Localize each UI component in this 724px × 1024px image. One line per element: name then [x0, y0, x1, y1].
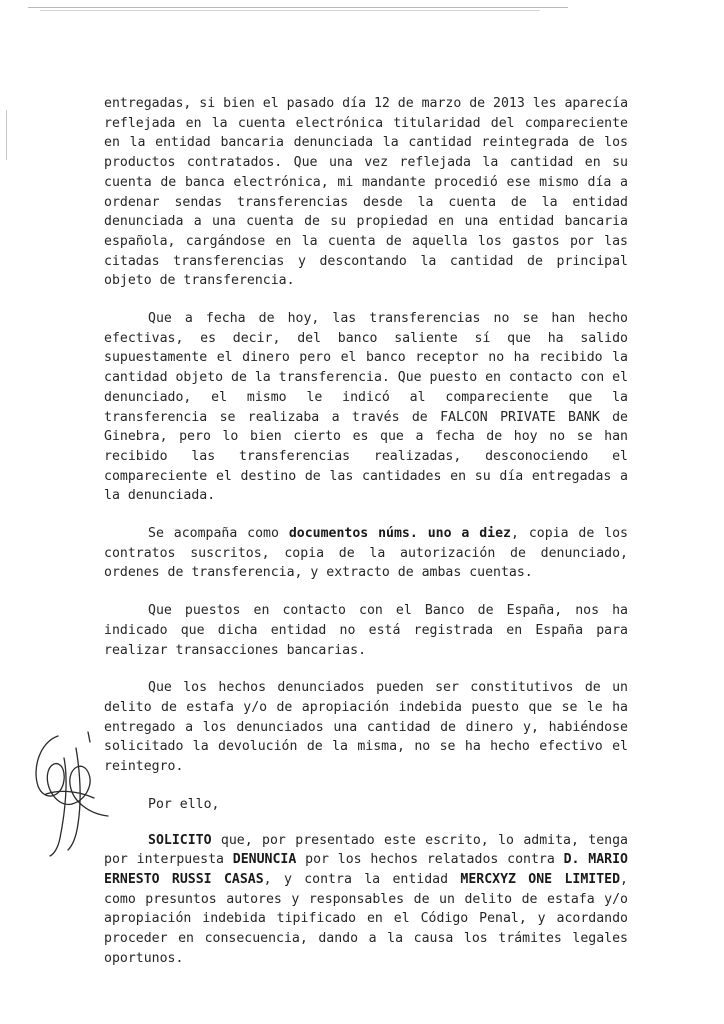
text-run: Por ello,	[148, 796, 220, 812]
paragraph-offense-description	[104, 678, 628, 777]
paragraph-attached-documents	[104, 524, 628, 583]
text-run: , como presuntos autores y responsables de un delito de estafa y/o apropiación indebida tipificado en el Código Penal, y acordando proceder en consecuencia, dando a la causa los trámites legales oportunos.	[104, 871, 628, 966]
text-run: Que los hechos denunciados pueden ser constitutivos de un delito de estafa y/o de apropiación indebida puesto que se le ha entregado a los denunciados una cantidad de dinero y, habiéndose solicitado la devolución de la misma, no se ha hecho efectivo el reintegro.	[104, 680, 628, 775]
text-run: por los hechos relatados contra	[296, 852, 564, 868]
bold-text-run: SOLICITO	[148, 832, 212, 848]
text-run: entregadas, si bien el pasado día 12 de marzo de 2013 les aparecía reflejada en la cuenta electrónica titularidad del compareciente en la entidad bancaria denunciada la cantidad reintegrada de los productos contratados. Que una vez reflejada la cantidad en su cuenta de banca electrónica, mi mandante procedió ese mismo día a ordenar sendas transferencias desde la cuenta de la entidad denunciada a una cuenta de su propiedad en una entidad bancaria española, cargándose en la cuenta de aquella los gastos por las citadas transferencias y descontando la cantidad de principal objeto de transferencia.	[104, 96, 629, 289]
bold-text-run: MERCXYZ ONE LIMITED	[460, 871, 621, 887]
left-edge-scan-mark	[6, 110, 8, 160]
document-body	[104, 94, 628, 968]
paragraph-transfers-status	[104, 309, 628, 506]
paragraph-por-ello	[104, 795, 628, 815]
paragraph-continuation	[104, 94, 628, 291]
paragraph-banco-de-espana	[104, 601, 628, 660]
text-run: Que puestos en contacto con el Banco de España, nos ha indicado que dicha entidad no está registrada en España para realizar transacciones bancarias.	[104, 603, 628, 658]
text-run: Se acompaña como	[148, 526, 289, 542]
text-run: , y contra la entidad	[263, 871, 461, 887]
paragraph-solicito	[104, 831, 628, 969]
text-run: Que a fecha de hoy, las transferencias no se han hecho efectivas, es decir, del banco saliente sí que ha salido supuestamente el dinero pero el banco receptor no ha recibido la cantidad objeto de la transferencia. Que puesto en contacto con el denunciado, el mismo le indicó al compareciente que la transferencia se realizaba a través de FALCON PRIVATE BANK de Ginebra, pero lo bien cierto es que a fecha de hoy no se han recibido las transferencias realizadas, desconociendo el compareciente el destino de las cantidades en su día entregadas a la denunciada.	[104, 311, 629, 504]
top-scan-rule	[28, 7, 568, 8]
bold-text-run: documentos núms. uno a diez	[288, 526, 511, 542]
handwritten-signature	[28, 728, 112, 858]
bold-text-run: DENUNCIA	[232, 852, 297, 868]
text-run: , copia de los contratos suscritos, copia de la autorización de denunciado, ordenes de transferencia, y extracto de ambas cuentas.	[104, 526, 628, 581]
bold-text-run: D. MARIO ERNESTO RUSSI CASAS	[104, 852, 628, 887]
text-run: que, por presentado este escrito, lo admita, tenga por interpuesta	[104, 832, 628, 868]
top-scan-rule-secondary	[40, 10, 540, 11]
